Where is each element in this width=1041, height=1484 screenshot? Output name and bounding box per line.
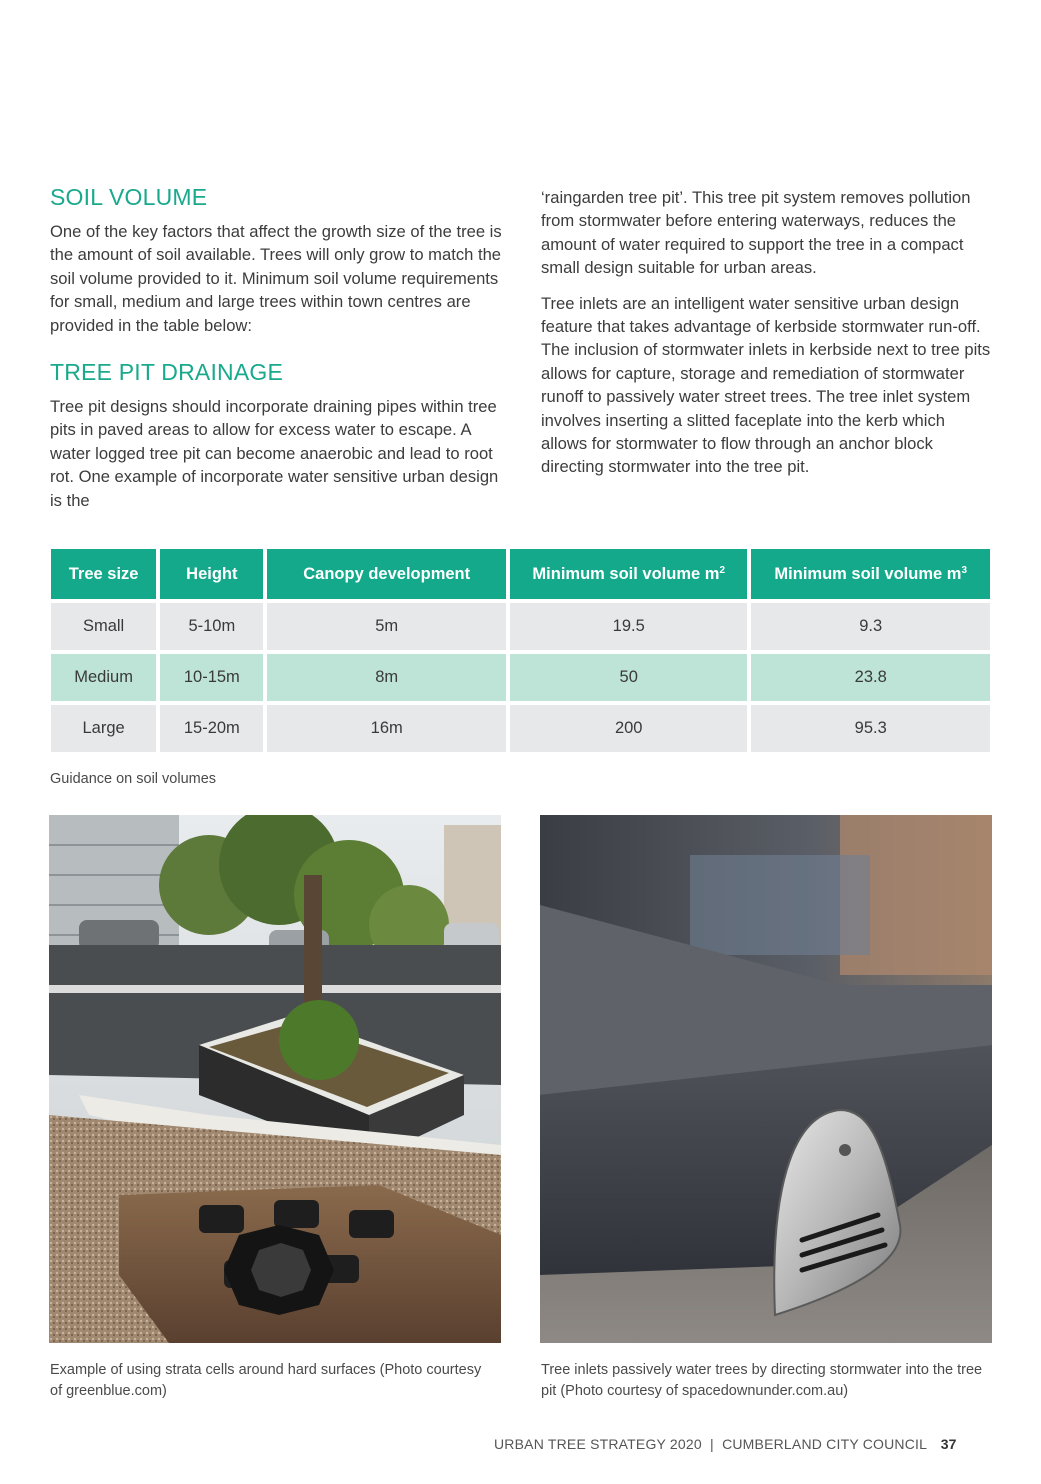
footer-title: URBAN TREE STRATEGY 2020 | CUMBERLAND CITY COUNCIL (494, 1436, 927, 1452)
soil-volume-heading: SOIL VOLUME (50, 184, 208, 210)
table-cell: 8m (267, 654, 506, 701)
table-cell: 5m (267, 603, 506, 650)
tree-pit-drainage-heading: TREE PIT DRAINAGE (50, 359, 284, 386)
tree-pit-drainage-body: Tree pit designs should incorporate draining pipes within tree pits in paved areas to allow for excess water to escape. A water logged tree pit can become anaerobic and lead to root rot. One example of incorporate water sensitive urban design is the (50, 397, 499, 510)
soil-volume-table (47, 545, 994, 756)
table-cell: 16m (267, 705, 506, 752)
table-row (51, 654, 990, 701)
strata-cells-photo (49, 815, 501, 1343)
table-row (51, 705, 990, 752)
header-tree-size: Tree size (51, 549, 156, 599)
header-height: Height (160, 549, 263, 599)
tree-inlets-paragraph: Tree inlets are an intelligent water sensitive urban design feature that takes advantage of kerbside stormwater run-off. The inclusion of stormwater inlets in kerbside next to tree pits allows for capture, storage and remediation of stormwater runoff to passively water street trees. The tree inlet system involves inserting a slitted faceplate into the kerb which allows for stormwater to flow through an anchor block directing stormwater into the tree pit. (541, 293, 991, 477)
left-photo-caption: Example of using strata cells around hard surfaces (Photo courtesy of greenblue.com) (50, 1362, 482, 1399)
table-cell: Medium (51, 654, 156, 701)
right-photo-caption: Tree inlets passively water trees by directing stormwater into the tree pit (Photo courtesy of spacedownunder.com.au) (541, 1362, 983, 1399)
table-header-row (51, 549, 990, 599)
table-cell: 9.3 (751, 603, 990, 650)
raingarden-paragraph: ‘raingarden tree pit’. This tree pit system removes pollution from stormwater before entering waterways, reduces the amount of water required to support the tree in a compact small design suitable for urban areas. (541, 188, 971, 278)
right-column (541, 186, 993, 491)
header-soil-m3: Minimum soil volume $m^3$ (751, 549, 990, 599)
header-canopy: Canopy development (267, 549, 506, 599)
page-footer (494, 1436, 957, 1452)
table-cell: 50 (510, 654, 748, 701)
soil-volume-body: One of the key factors that affect the growth size of the tree is the amount of soil available. Trees will only grow to match the soil volume provided to it. Minimum soil volume requirements for small, medium and large trees within town centres are provided in the table below: (50, 222, 502, 335)
tree-inlet-photo (540, 815, 992, 1343)
left-column (50, 184, 502, 524)
table-cell: Small (51, 603, 156, 650)
table-cell: 15-20m (160, 705, 263, 752)
table-row (51, 603, 990, 650)
table-cell: 5-10m (160, 603, 263, 650)
table-cell: 23.8 (751, 654, 990, 701)
table-cell: 10-15m (160, 654, 263, 701)
table-caption: Guidance on soil volumes (50, 771, 217, 787)
header-soil-m2: Minimum soil volume $m^2$ (510, 549, 748, 599)
table-cell: 19.5 (510, 603, 748, 650)
table-cell: 200 (510, 705, 748, 752)
table-cell: 95.3 (751, 705, 990, 752)
table-cell: Large (51, 705, 156, 752)
page-number: 37 (940, 1436, 957, 1452)
